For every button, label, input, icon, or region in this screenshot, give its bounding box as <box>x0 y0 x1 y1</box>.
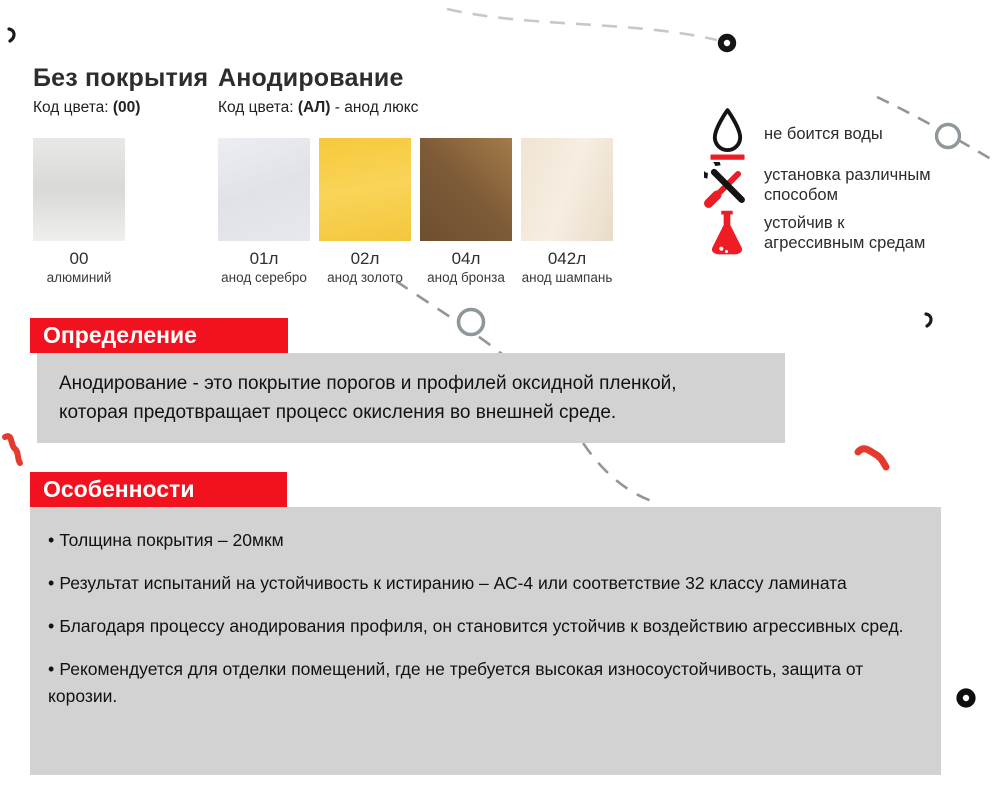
donut-dot-top <box>721 37 733 49</box>
feature-bullet <box>48 656 917 710</box>
feature-bullet-text: Рекомендуется для отделки помещений, где не требуется высокая износоустойчивость, защита от корозии. <box>48 659 864 706</box>
color-swatch <box>218 138 310 285</box>
anodizing-swatch-row <box>218 138 613 285</box>
swatch-color-sample <box>420 138 512 241</box>
anodizing-color-code <box>218 99 418 117</box>
benefit-text <box>764 124 883 144</box>
swatch-name: алюминий <box>46 270 112 285</box>
feature-bullet <box>48 570 917 597</box>
definition-banner-label: Определение <box>43 322 197 348</box>
feature-bullet-text: Благодаря процессу анодирования профиля, он становится устойчив к воздействию агрессивных сред. <box>59 616 904 636</box>
benefit-line: агрессивным средам <box>764 234 926 252</box>
donut-dot-bottom <box>960 692 973 705</box>
anodizing-header <box>218 64 418 117</box>
swatch-code: 042л <box>547 249 587 268</box>
uncoated-color-code <box>33 99 208 117</box>
benefit-chemical <box>703 207 925 259</box>
water-drop-icon <box>703 107 751 161</box>
tools-icon <box>703 162 751 208</box>
code-prefix: Код цвета: <box>218 99 298 116</box>
comma-mark-right <box>926 314 931 326</box>
benefit-text <box>764 165 931 205</box>
swatch-color-sample <box>319 138 411 241</box>
swatch-name: анод золото <box>327 270 403 285</box>
comma-mark-top-left <box>9 29 14 41</box>
feature-bullet-text: Толщина покрытия – 20мкм <box>59 530 284 550</box>
definition-box <box>37 353 785 443</box>
swatch-color-sample <box>521 138 613 241</box>
red-squiggle-right <box>858 449 886 467</box>
color-swatch <box>33 138 125 285</box>
benefit-line: не боится воды <box>764 125 883 143</box>
swatch-color-sample <box>218 138 310 241</box>
features-box <box>30 507 941 775</box>
definition-banner <box>30 318 288 353</box>
color-swatch <box>319 138 411 285</box>
ring-right <box>937 125 960 148</box>
code-suffix: - анод люкс <box>330 99 419 116</box>
swatch-code: 02л <box>350 249 380 268</box>
code-value: (00) <box>112 99 141 116</box>
color-swatch <box>420 138 512 285</box>
swatch-name: анод шампань <box>521 270 613 285</box>
uncoated-title: Без покрытия <box>33 64 209 92</box>
color-swatch <box>521 138 613 285</box>
benefit-line: способом <box>764 186 838 204</box>
benefit-line: устойчив к <box>764 214 845 232</box>
feature-bullet <box>48 527 917 554</box>
features-banner-label: Особенности <box>43 476 195 502</box>
benefit-installation <box>703 161 931 209</box>
red-squiggle-left <box>5 436 20 463</box>
uncoated-swatch-row <box>33 138 125 285</box>
swatch-code: 01л <box>249 249 279 268</box>
ring-middle <box>459 310 484 335</box>
swatch-code: 00 <box>69 249 89 268</box>
features-banner <box>30 472 287 507</box>
benefit-water <box>703 106 883 162</box>
swatch-color-sample <box>33 138 125 241</box>
feature-bullet-text: Результат испытаний на устойчивость к истиранию – АС-4 или соответствие 32 классу ламината <box>59 573 847 593</box>
anodizing-title: Анодирование <box>218 64 404 92</box>
definition-text: Анодирование - это покрытие порогов и профилей оксидной пленкой, которая предотвращает процесс окисления во внешней среде. <box>59 373 677 423</box>
code-value: (АЛ) <box>297 99 331 116</box>
dashed-line-top <box>447 9 717 40</box>
benefit-line: установка различным <box>764 166 931 184</box>
uncoated-header <box>33 64 208 117</box>
code-prefix: Код цвета: <box>33 99 113 116</box>
feature-bullet <box>48 613 917 640</box>
flask-icon <box>703 209 751 258</box>
dashed-line-right <box>877 97 991 159</box>
swatch-code: 04л <box>451 249 481 268</box>
swatch-name: анод серебро <box>221 270 307 285</box>
features-list <box>48 527 917 710</box>
benefit-text <box>764 213 925 253</box>
swatch-name: анод бронза <box>427 270 505 285</box>
